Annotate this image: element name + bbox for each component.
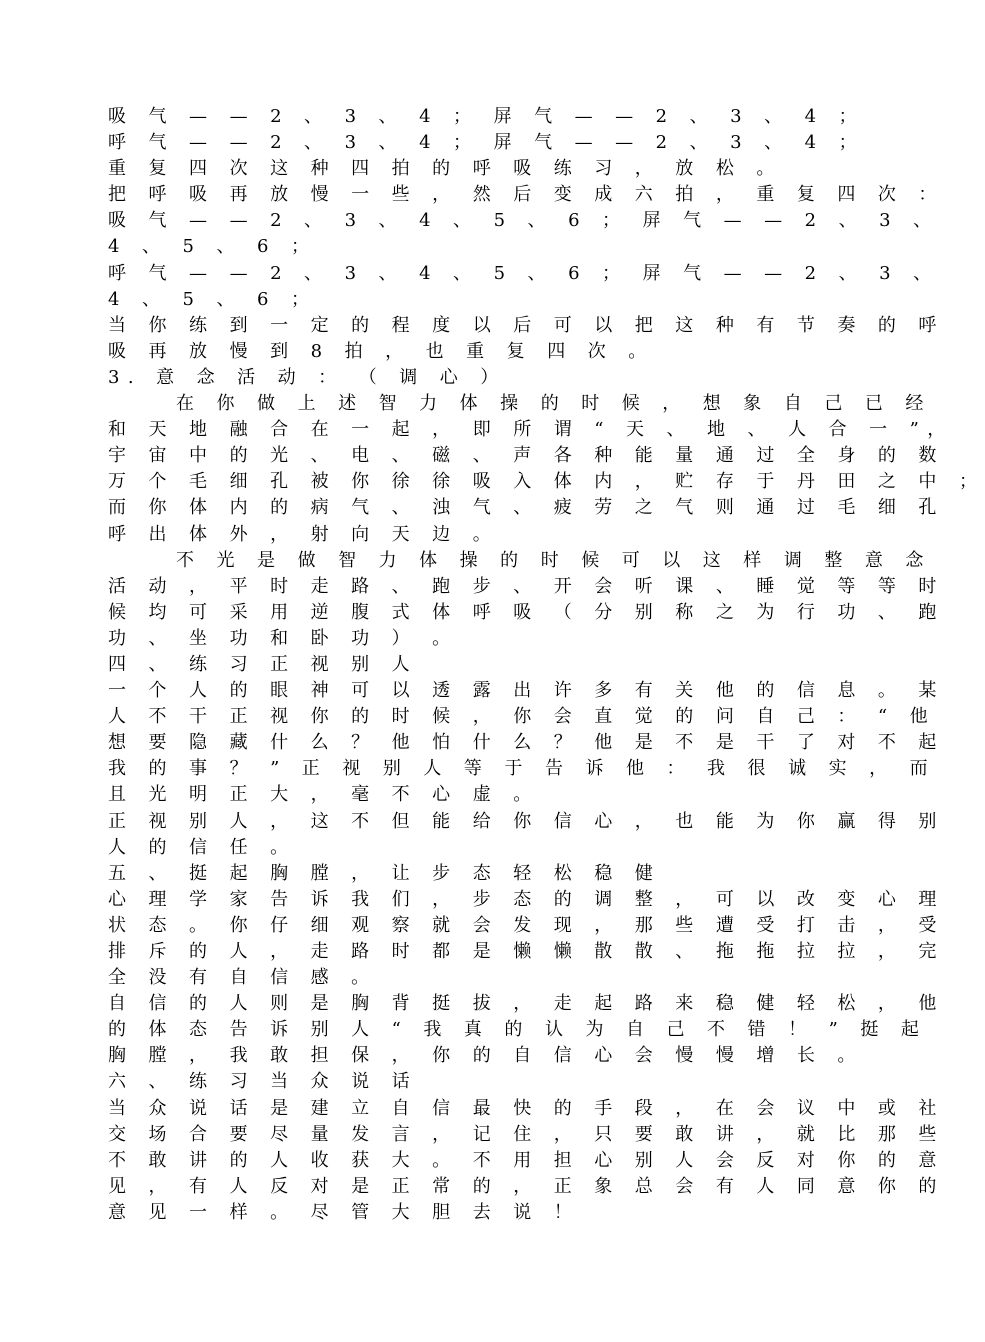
text-line: 候 均 可 采 用 逆 腹 式 体 呼 吸 （ 分 别 称 之 为 行 功 、 跑 — [108, 601, 945, 623]
text-line: 我 的 事 ？ ” 正 视 别 人 等 于 告 诉 他 ： 我 很 诚 实 ， 而 — [108, 758, 937, 780]
text-line: 一 个 人 的 眼 神 可 以 透 露 出 许 多 有 关 他 的 信 息 。 某 — [108, 680, 945, 702]
text-line: 的 体 态 告 诉 别 人 “ 我 真 的 认 为 自 己 不 错 ！ ” 挺 起 — [108, 1019, 928, 1041]
text-line: 4 、 5 、 6 ； — [108, 236, 318, 258]
text-line: 吸 气 — — 2 、 3 、 4 ； 屏 气 — — 2 、 3 、 4 ； — [108, 106, 866, 127]
section-heading: 四 、 练 习 正 视 别 人 — [108, 653, 419, 675]
text-line: 当 众 说 话 是 建 立 自 信 最 快 的 手 段 ， 在 会 议 中 或 社 — [108, 1097, 945, 1119]
text-line: 自 信 的 人 则 是 胸 背 挺 拔 ， 走 起 路 来 稳 健 轻 松 ， 他 — [108, 993, 945, 1015]
text-line: 心 理 学 家 告 诉 我 们 ， 步 态 的 调 整 ， 可 以 改 变 心 理 — [108, 888, 945, 910]
text-line: 和 天 地 融 合 在 一 起 ， 即 所 谓 “ 天 、 地 、 人 合 一 ”， — [108, 419, 954, 441]
text-line: 呼 出 体 外 ， 射 向 天 边 。 — [108, 523, 500, 545]
text-line: 而 你 体 内 的 病 气 、 浊 气 、 疲 劳 之 气 则 通 过 毛 细 孔 — [108, 497, 945, 519]
text-line: 吸 气 — — 2 、 3 、 4 、 5 、 6 ； 屏 气 — — 2 、 3 、 — [108, 210, 940, 232]
paragraph-start-line: 在 你 做 上 述 智 力 体 操 的 时 候 ， 想 象 自 己 已 经 — [176, 393, 932, 415]
text-line: 功 、 坐 功 和 卧 功 ） 。 — [108, 627, 459, 649]
text-line: 宇 宙 中 的 光 、 电 、 磁 、 声 各 种 能 量 通 过 全 身 的 数 — [108, 445, 945, 467]
text-line: 想 要 隐 藏 什 么 ？ 他 怕 什 么 ？ 他 是 不 是 干 了 对 不 起 — [108, 732, 945, 754]
text-line: 正 视 别 人 ， 这 不 但 能 给 你 信 心 ， 也 能 为 你 赢 得 别 — [108, 810, 945, 832]
text-line: 重 复 四 次 这 种 四 拍 的 呼 吸 练 习 ， 放 松 。 — [108, 158, 783, 180]
text-line: 状 态 。 你 仔 细 观 察 就 会 发 现 ， 那 些 遭 受 打 击 ， 受 — [108, 914, 945, 936]
section-heading: 五 、 挺 起 胸 膛 ， 让 步 态 轻 松 稳 健 — [108, 862, 662, 884]
text-line: 当 你 练 到 一 定 的 程 度 以 后 可 以 把 这 种 有 节 奏 的 呼 — [108, 314, 945, 336]
text-line: 活 动 ， 平 时 走 路 、 跑 步 、 开 会 听 课 、 睡 觉 等 等 时 — [108, 575, 945, 597]
text-line: 意 见 一 样 。 尽 管 大 胆 去 说 ！ — [108, 1201, 581, 1223]
section-heading: 六 、 练 习 当 众 说 话 — [108, 1071, 419, 1093]
text-line: 呼 气 — — 2 、 3 、 4 ； 屏 气 — — 2 、 3 、 4 ； — [108, 132, 866, 154]
text-line: 胸 膛 ， 我 敢 担 保 ， 你 的 自 信 心 会 慢 慢 增 长 。 — [108, 1045, 864, 1067]
text-line: 交 场 合 要 尽 量 发 言 ， 记 住 ， 只 要 敢 讲 ， 就 比 那 些 — [108, 1123, 945, 1145]
text-line: 见 ， 有 人 反 对 是 正 常 的 ， 正 象 总 会 有 人 同 意 你 的 — [108, 1175, 945, 1197]
text-line: 且 光 明 正 大 ， 毫 不 心 虚 。 — [108, 784, 540, 806]
text-line: 把 呼 吸 再 放 慢 一 些 ， 然 后 变 成 六 拍 ， 重 复 四 次 ： — [108, 184, 945, 206]
paragraph-start-line: 不 光 是 做 智 力 体 操 的 时 候 可 以 这 样 调 整 意 念 — [176, 549, 932, 571]
text-line: 排 斥 的 人 ， 走 路 时 都 是 懒 懒 散 散 、 拖 拖 拉 拉 ， 完 — [108, 941, 945, 962]
text-line: 呼 气 — — 2 、 3 、 4 、 5 、 6 ； 屏 气 — — 2 、 3 、 — [108, 262, 940, 284]
text-line: 4 、 5 、 6 ； — [108, 288, 318, 310]
section-heading: 3. 意 念 活 动 ： （ 调 心 ） — [108, 366, 507, 388]
text-line: 吸 再 放 慢 到 8 拍 ， 也 重 复 四 次 。 — [108, 340, 655, 362]
document-body — [108, 104, 985, 1226]
text-line: 人 不 干 正 视 你 的 时 候 ， 你 会 直 觉 的 问 自 己 ： “ 他 — [108, 706, 937, 728]
text-line: 全 没 有 自 信 感 。 — [108, 967, 378, 989]
text-line: 不 敢 讲 的 人 收 获 大 。 不 用 担 心 别 人 会 反 对 你 的 意 — [108, 1149, 945, 1171]
text-line: 人 的 信 任 。 — [108, 836, 297, 858]
text-line: 万 个 毛 细 孔 被 你 徐 徐 吸 入 体 内 ， 贮 存 于 丹 田 之 中 ； — [108, 471, 985, 493]
